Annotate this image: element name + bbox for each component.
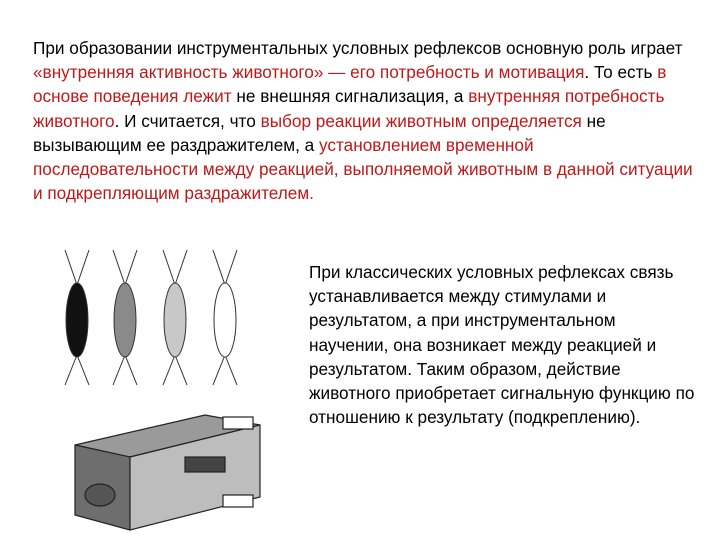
para1-highlight-reaction-choice: выбор реакции животным определяется: [260, 110, 582, 131]
para1-text-4: . И считается, что: [114, 110, 261, 131]
second-paragraph: При классических условных рефлексах связь устанавливается между стимулами и результатом, а при инструментальном научении, она возникает между реакцией и результатом. Таким образом, действие животного приобретает сигнальную функцию по отношению к результату (подкреплению).: [309, 262, 695, 428]
rat-in-skinner-box-icon: [55, 245, 305, 535]
para1-highlight-inner-activity: «внутренняя активность животного» — его потребность и мотивация: [33, 62, 585, 83]
para1-text-5: не вызывающим ее раздражителем, а: [33, 110, 606, 155]
para1-text-3: не внешняя сигнализация, а: [231, 86, 469, 107]
skinner-box: [75, 415, 260, 530]
para1-highlight-temporal-sequence: установлением временной последовательности между реакцией, выполняемой животным в данной ситуации и подкрепляющим раздражителем.: [33, 134, 693, 204]
probability-diagrams: [65, 250, 237, 385]
para1-highlight-behavior-basis: в основе поведения лежит: [33, 62, 667, 107]
skinner-box-illustration: [55, 245, 305, 535]
para1-highlight-inner-need: внутренняя потребность животного: [33, 86, 665, 131]
main-paragraph: [33, 36, 703, 205]
para1-text-1: При образовании инструментальных условных рефлексов основную роль играет: [33, 38, 683, 58]
para1-text-2: . То есть: [584, 62, 658, 83]
